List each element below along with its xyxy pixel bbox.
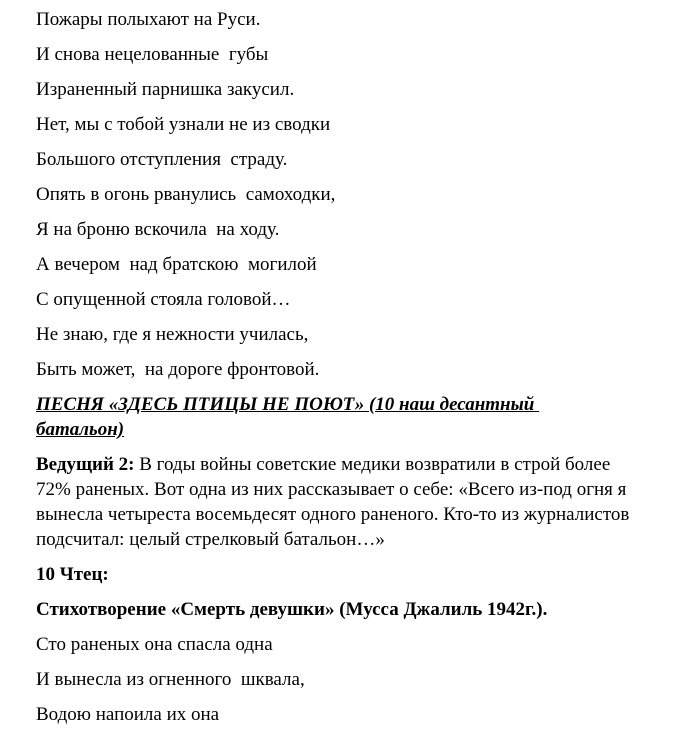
poem-stanza-2 [36,632,644,727]
poem2-title: Стихотворение «Смерть девушки» (Мусса Джалиль 1942г.). [36,599,548,620]
poem-line: Быть может, на дороге фронтовой. [36,359,320,380]
poem-stanza-1 [36,7,644,382]
poem-line: Опять в огонь рванулись самоходки, [36,184,336,205]
poem-line: А вечером над братскою могилой [36,254,317,275]
poem-line: Пожары полыхают на Руси. [36,9,261,30]
poem-line: Я на броню вскочила на ходу. [36,219,280,240]
poem-line: Водою напоила их она [36,704,220,725]
host-label: Ведущий 2: [36,454,140,475]
poem-line: И снова нецелованные губы [36,44,269,65]
poem-line: Сто раненых она спасла одна [36,634,273,655]
reader-label: 10 Чтец: [36,564,109,585]
poem-line: С опущенной стояла головой… [36,289,291,310]
poem-line: Израненный парнишка закусил. [36,79,295,100]
host-paragraph [36,452,642,552]
poem-line: Большого отступления страду. [36,149,288,170]
song-heading: ПЕСНЯ «ЗДЕСЬ ПТИЦЫ НЕ ПОЮТ» (10 наш десантный батальон) [36,394,540,440]
poem-line: Не знаю, где я нежности училась, [36,324,309,345]
host-text: В годы войны советские медики возвратили в строй более 72% раненых. Вот одна из них рассказывает о себе: «Всего из-под огня я вынесла четыреста восемьдесят одного раненого. Кто-то из журналистов подсчитал: целый стрелковый батальон…» [36,454,630,550]
poem-line: Нет, мы с тобой узнали не из сводки [36,114,331,135]
poem-line: И вынесла из огненного шквала, [36,669,305,690]
